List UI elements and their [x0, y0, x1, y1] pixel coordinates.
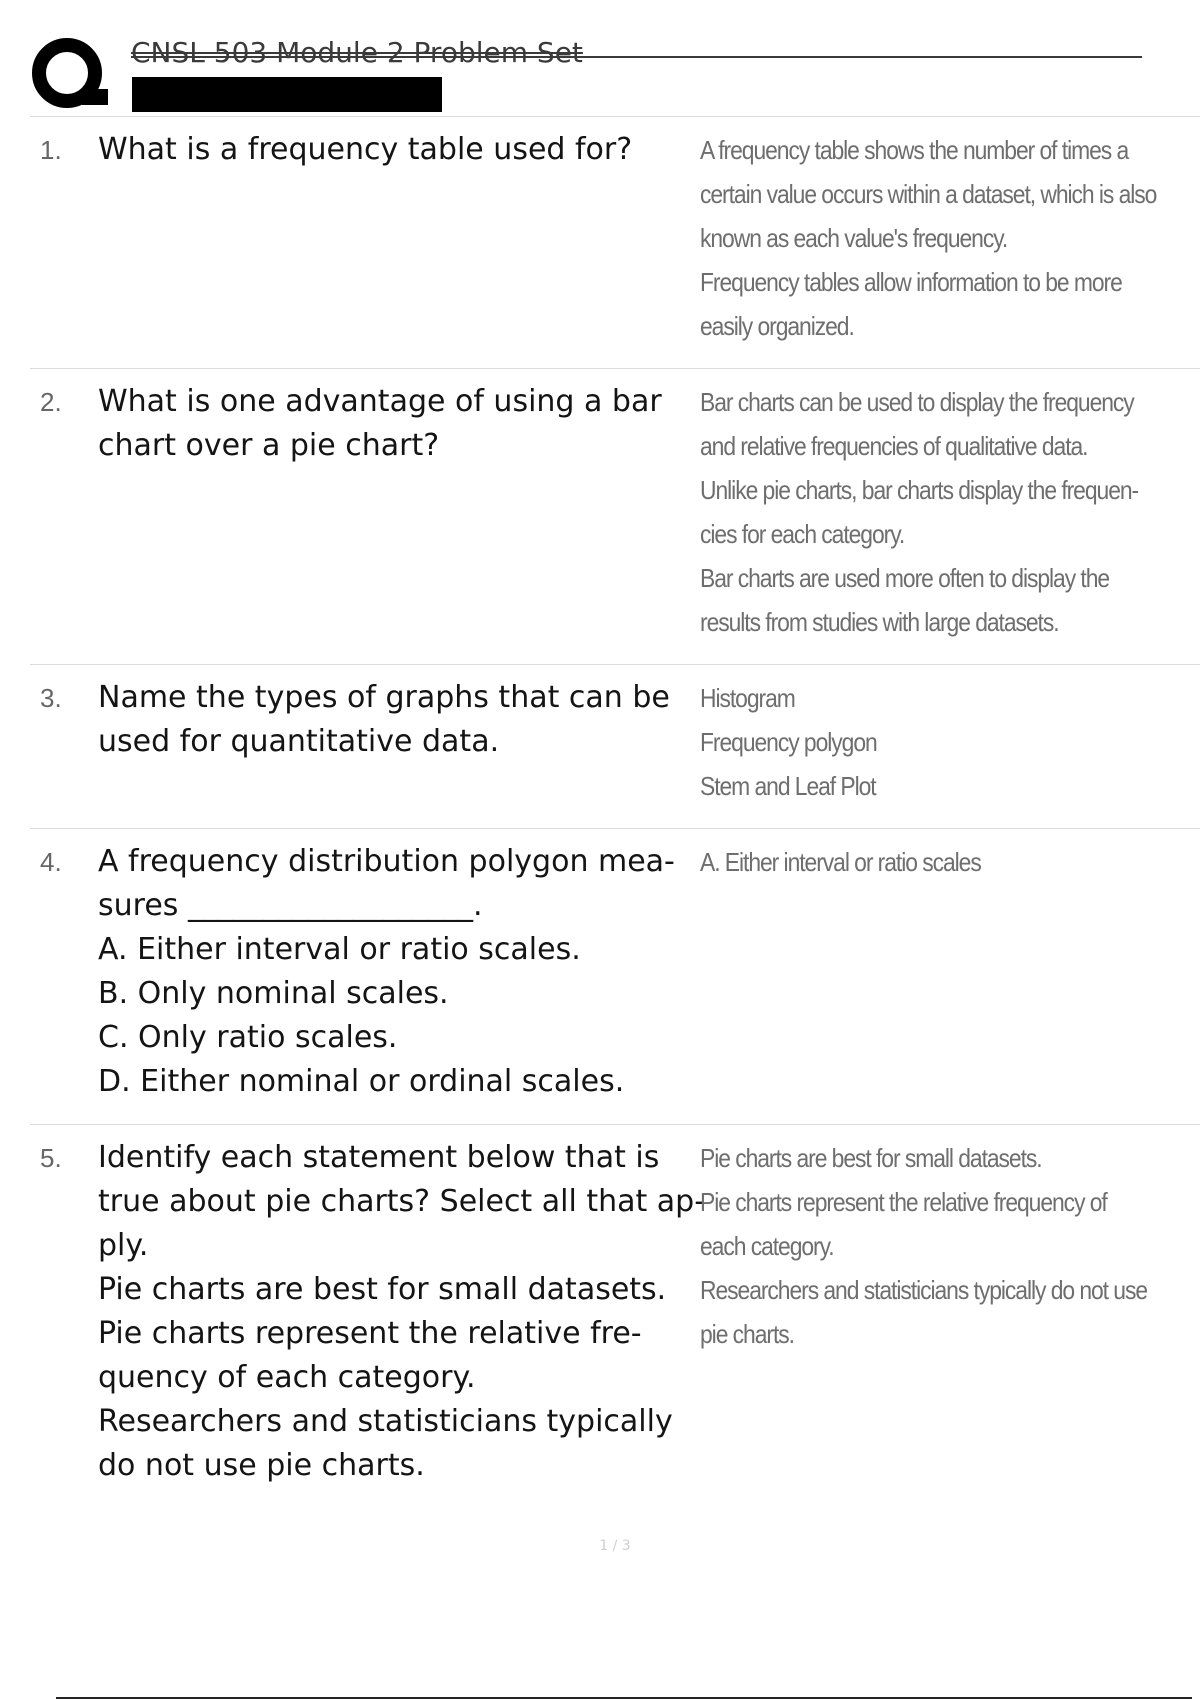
question-line: D. Either nominal or ordinal scales.: [98, 1064, 625, 1099]
answer-line: each category.: [700, 1231, 834, 1261]
question-number: 5.: [40, 1143, 62, 1173]
divider: [30, 828, 1200, 829]
divider: [30, 1124, 1200, 1125]
answer-line: and relative frequencies of qualitative data.: [700, 431, 1088, 461]
question-text: [98, 128, 720, 172]
question-line: chart over a pie chart?: [98, 428, 440, 463]
question-line: B. Only nominal scales.: [98, 976, 449, 1011]
question-line: true about pie charts? Select all that ap-: [98, 1184, 706, 1219]
answer-line: A frequency table shows the number of times a: [700, 135, 1129, 165]
document-title: CNSL 503 Module 2 Problem Set: [131, 36, 583, 69]
question-line: What is one advantage of using a bar: [98, 384, 662, 419]
question-number: 2.: [40, 387, 62, 417]
answer-text: [700, 1136, 1162, 1356]
answer-line: A. Either interval or ratio scales: [700, 847, 981, 877]
answer-line: Researchers and statisticians typically do not use: [700, 1275, 1147, 1305]
question-text: [98, 380, 720, 468]
divider: [30, 116, 1200, 117]
question-line: Pie charts represent the relative fre-: [98, 1316, 642, 1351]
question-line: Researchers and statisticians typically: [98, 1404, 673, 1439]
answer-line: Bar charts are used more often to display the: [700, 563, 1110, 593]
question-line: quency of each category.: [98, 1360, 476, 1395]
answer-line: Histogram: [700, 683, 795, 713]
question-number: 3.: [40, 683, 62, 713]
answer-line: Frequency tables allow information to be more: [700, 267, 1122, 297]
divider: [30, 368, 1200, 369]
answer-line: Stem and Leaf Plot: [700, 771, 876, 801]
question-line: A. Either interval or ratio scales.: [98, 932, 581, 967]
divider: [30, 664, 1200, 665]
question-line: used for quantitative data.: [98, 724, 500, 759]
answer-line: Frequency polygon: [700, 727, 877, 757]
page-indicator: 1 / 3: [599, 1538, 631, 1554]
question-line: Identify each statement below that is: [98, 1140, 660, 1175]
question-line: ply.: [98, 1228, 149, 1263]
question-line: do not use pie charts.: [98, 1448, 425, 1483]
bottom-rule: [56, 1697, 1192, 1699]
question-number: 1.: [40, 135, 62, 165]
question-line: What is a frequency table used for?: [98, 132, 633, 167]
answer-text: [700, 676, 1162, 808]
answer-text: [700, 840, 1162, 884]
redaction-bar: [132, 77, 442, 112]
question-line: Name the types of graphs that can be: [98, 680, 670, 715]
answer-line: Pie charts represent the relative frequency of: [700, 1187, 1107, 1217]
answer-line: known as each value's frequency.: [700, 223, 1008, 253]
answer-text: [700, 128, 1162, 348]
question-text: [98, 840, 720, 1104]
question-text: [98, 1136, 720, 1488]
question-line: C. Only ratio scales.: [98, 1020, 398, 1055]
question-text: [98, 676, 720, 764]
question-line: sures ___________________.: [98, 888, 483, 923]
question-line: Pie charts are best for small datasets.: [98, 1272, 667, 1307]
answer-line: certain value occurs within a dataset, which is also: [700, 179, 1157, 209]
answer-line: cies for each category.: [700, 519, 905, 549]
answer-line: pie charts.: [700, 1319, 794, 1349]
answer-line: results from studies with large datasets.: [700, 607, 1059, 637]
answer-line: Pie charts are best for small datasets.: [700, 1143, 1042, 1173]
question-line: A frequency distribution polygon mea-: [98, 844, 675, 879]
answer-line: Bar charts can be used to display the frequency: [700, 387, 1134, 417]
document-header: [30, 35, 1142, 115]
q-logo-icon: [30, 35, 112, 117]
answer-text: [700, 380, 1162, 644]
answer-line: easily organized.: [700, 311, 854, 341]
question-number: 4.: [40, 847, 62, 877]
answer-line: Unlike pie charts, bar charts display the frequen-: [700, 475, 1139, 505]
